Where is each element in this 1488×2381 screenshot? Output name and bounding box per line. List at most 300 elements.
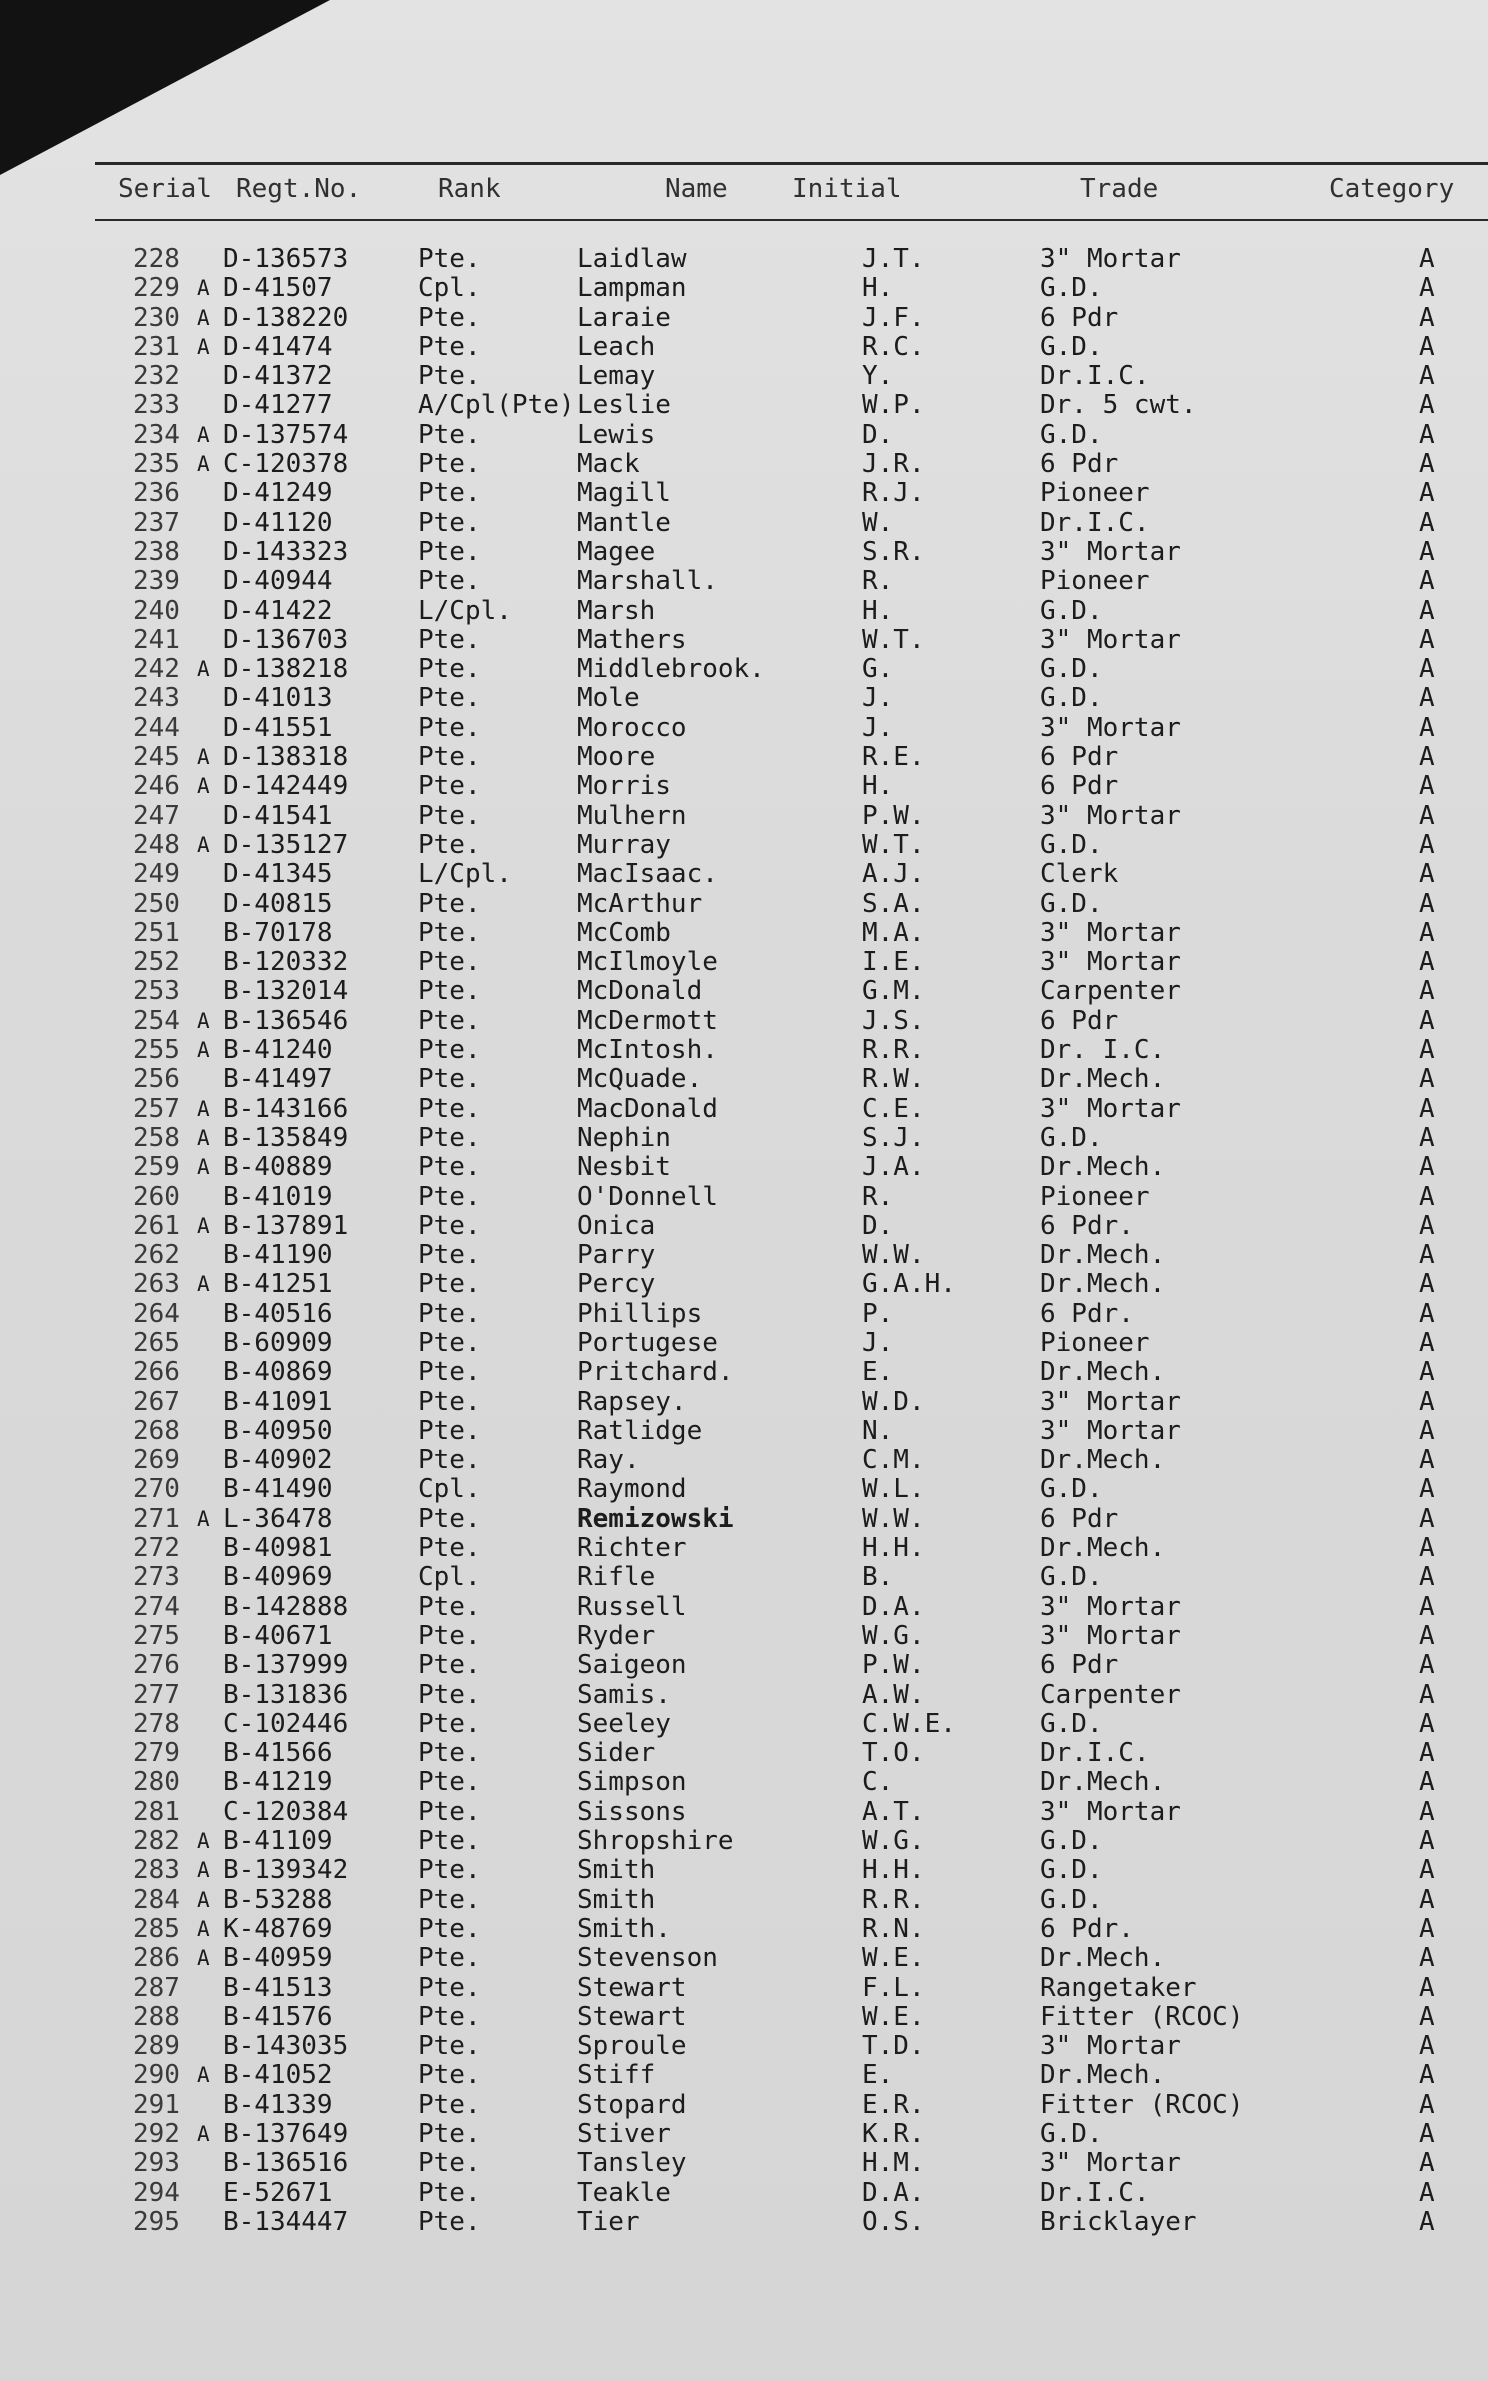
- serial-number: 287: [133, 1972, 180, 2003]
- category: A: [1419, 1093, 1435, 1124]
- table-row: [0, 1534, 1488, 1563]
- table-row: [0, 1710, 1488, 1739]
- category: A: [1419, 888, 1435, 919]
- serial-number: 284: [133, 1884, 180, 1915]
- trade: 3" Mortar: [1040, 1093, 1181, 1124]
- regt-number: B-41490: [223, 1474, 333, 1505]
- table-row: [0, 1622, 1488, 1651]
- table-row: [0, 655, 1488, 684]
- header-top-rule: [95, 162, 1488, 165]
- surname: Raymond: [577, 1474, 687, 1505]
- category: A: [1419, 1620, 1435, 1651]
- regt-number: D-41120: [223, 507, 333, 538]
- regt-number: C-120384: [223, 1796, 349, 1827]
- regt-number: B-41251: [223, 1269, 333, 1300]
- regt-number: B-41052: [223, 2060, 333, 2091]
- serial-number: 294: [133, 2177, 180, 2208]
- serial-number: 264: [133, 1298, 180, 1329]
- table-row: [0, 1856, 1488, 1885]
- surname: Sider: [577, 1738, 656, 1769]
- trade: Dr.Mech.: [1040, 1152, 1166, 1183]
- serial-number: 289: [133, 2031, 180, 2062]
- rank: Pte.: [418, 1708, 481, 1739]
- serial-number: 288: [133, 2001, 180, 2032]
- surname: Nesbit: [577, 1152, 671, 1183]
- serial-number: 255: [133, 1035, 180, 1066]
- regt-number: D-41277: [223, 390, 333, 421]
- initials: P.: [862, 1298, 894, 1329]
- category: A: [1419, 390, 1435, 421]
- rank: Pte.: [418, 1064, 481, 1095]
- surname: McIlmoyle: [577, 947, 718, 978]
- table-row: [0, 2003, 1488, 2032]
- category: A: [1419, 683, 1435, 714]
- table-row: [0, 1768, 1488, 1797]
- surname: Stevenson: [577, 1943, 718, 1974]
- regt-number: D-143323: [223, 536, 349, 567]
- initials: J.R.: [862, 449, 925, 480]
- trade: G.D.: [1040, 1122, 1103, 1153]
- initials: J.A.: [862, 1152, 925, 1183]
- category: A: [1419, 2001, 1435, 2032]
- serial-number: 290: [133, 2060, 180, 2091]
- surname: Percy: [577, 1269, 656, 1300]
- serial-number: 247: [133, 800, 180, 831]
- regt-number: B-40902: [223, 1445, 333, 1476]
- initials: W.L.: [862, 1474, 925, 1505]
- table-row: [0, 333, 1488, 362]
- category: A: [1419, 947, 1435, 978]
- trade: 3" Mortar: [1040, 1386, 1181, 1417]
- table-row: [0, 1563, 1488, 1592]
- category: A: [1419, 1035, 1435, 1066]
- trade: G.D.: [1040, 1884, 1103, 1915]
- regt-number: D-138218: [223, 654, 349, 685]
- category: A: [1419, 2060, 1435, 2091]
- surname: Tier: [577, 2206, 640, 2237]
- serial-number: 273: [133, 1562, 180, 1593]
- category: A: [1419, 654, 1435, 685]
- table-row: [0, 1505, 1488, 1534]
- rank: Pte.: [418, 1591, 481, 1622]
- table-row: [0, 1798, 1488, 1827]
- rank: Pte.: [418, 2001, 481, 2032]
- category: A: [1419, 976, 1435, 1007]
- trade: G.D.: [1040, 654, 1103, 685]
- table-row: [0, 1388, 1488, 1417]
- trade: 6 Pdr.: [1040, 1913, 1134, 1944]
- rank: Pte.: [418, 947, 481, 978]
- rank: Pte.: [418, 1210, 481, 1241]
- regt-number: B-120332: [223, 947, 349, 978]
- serial-number: 249: [133, 859, 180, 890]
- table-row: [0, 1270, 1488, 1299]
- table-row: [0, 1007, 1488, 1036]
- table-row: [0, 2149, 1488, 2178]
- surname: Mathers: [577, 624, 687, 655]
- regt-number: B-137649: [223, 2119, 349, 2149]
- regt-number: B-40889: [223, 1152, 333, 1183]
- category-marginal-mark: A: [197, 305, 210, 330]
- table-row: [0, 802, 1488, 831]
- rank: Pte.: [418, 2119, 481, 2149]
- surname: Stiff: [577, 2060, 656, 2091]
- table-row: [0, 1065, 1488, 1094]
- category: A: [1419, 771, 1435, 802]
- category: A: [1419, 1767, 1435, 1798]
- regt-number: B-40869: [223, 1357, 333, 1388]
- trade: 3" Mortar: [1040, 1591, 1181, 1622]
- initials: W.T.: [862, 624, 925, 655]
- table-row: [0, 1974, 1488, 2003]
- surname: Smith: [577, 1884, 656, 1915]
- rank: Pte.: [418, 1913, 481, 1944]
- table-row: [0, 890, 1488, 919]
- regt-number: B-40950: [223, 1415, 333, 1446]
- surname: Teakle: [577, 2177, 671, 2208]
- trade: Rangetaker: [1040, 1972, 1197, 2003]
- initials: W.D.: [862, 1386, 925, 1417]
- category-marginal-mark: A: [197, 1506, 210, 1531]
- table-row: [0, 2091, 1488, 2120]
- serial-number: 253: [133, 976, 180, 1007]
- rank: Cpl.: [418, 273, 481, 304]
- surname: Lampman: [577, 273, 687, 304]
- surname: Onica: [577, 1210, 656, 1241]
- rank: Pte.: [418, 1884, 481, 1915]
- rank: Pte.: [418, 507, 481, 538]
- category: A: [1419, 1943, 1435, 1974]
- category-marginal-mark: A: [197, 1213, 210, 1238]
- surname: Marsh: [577, 595, 656, 626]
- serial-number: 263: [133, 1269, 180, 1300]
- trade: G.D.: [1040, 331, 1103, 362]
- category: A: [1419, 1386, 1435, 1417]
- category: A: [1419, 1913, 1435, 1944]
- category: A: [1419, 2148, 1435, 2179]
- regt-number: B-41566: [223, 1738, 333, 1769]
- header-name: Name: [665, 174, 728, 204]
- category: A: [1419, 1650, 1435, 1681]
- rank: Pte.: [418, 1767, 481, 1798]
- category: A: [1419, 2089, 1435, 2120]
- category: A: [1419, 712, 1435, 743]
- initials: R.R.: [862, 1035, 925, 1066]
- surname: Stewart: [577, 1972, 687, 2003]
- category-marginal-mark: A: [197, 1829, 210, 1854]
- serial-number: 243: [133, 683, 180, 714]
- trade: Dr.Mech.: [1040, 1357, 1166, 1388]
- regt-number: B-41190: [223, 1240, 333, 1271]
- initials: E.: [862, 2060, 894, 2091]
- table-row: [0, 2208, 1488, 2237]
- serial-number: 280: [133, 1767, 180, 1798]
- regt-number: L-36478: [223, 1503, 333, 1534]
- surname: Rapsey.: [577, 1386, 687, 1417]
- initials: F.L.: [862, 1972, 925, 2003]
- trade: Dr.Mech.: [1040, 1269, 1166, 1300]
- serial-number: 232: [133, 361, 180, 392]
- serial-number: 260: [133, 1181, 180, 1212]
- trade: G.D.: [1040, 888, 1103, 919]
- initials: W.G.: [862, 1620, 925, 1651]
- table-row: [0, 1681, 1488, 1710]
- category: A: [1419, 2031, 1435, 2062]
- serial-number: 237: [133, 507, 180, 538]
- surname: Smith: [577, 1855, 656, 1886]
- surname: Murray: [577, 829, 671, 860]
- table-row: [0, 1944, 1488, 1973]
- serial-number: 256: [133, 1064, 180, 1095]
- regt-number: D-41372: [223, 361, 333, 392]
- table-row: [0, 391, 1488, 420]
- surname: Magee: [577, 536, 656, 567]
- initials: S.R.: [862, 536, 925, 567]
- trade: Clerk: [1040, 859, 1119, 890]
- initials: H.: [862, 595, 894, 626]
- table-row: [0, 977, 1488, 1006]
- trade: 6 Pdr.: [1040, 1210, 1134, 1241]
- serial-number: 235: [133, 449, 180, 480]
- category: A: [1419, 1269, 1435, 1300]
- regt-number: B-40671: [223, 1620, 333, 1651]
- initials: W.W.: [862, 1503, 925, 1534]
- rank: Pte.: [418, 654, 481, 685]
- trade: Pioneer: [1040, 1327, 1150, 1358]
- initials: W.G.: [862, 1826, 925, 1857]
- regt-number: D-41345: [223, 859, 333, 890]
- regt-number: D-136573: [223, 244, 349, 274]
- initials: C.W.E.: [862, 1708, 956, 1739]
- table-row: [0, 2061, 1488, 2090]
- surname: Nephin: [577, 1122, 671, 1153]
- surname: Stiver: [577, 2119, 671, 2149]
- rank: Pte.: [418, 1298, 481, 1329]
- category: A: [1419, 331, 1435, 362]
- category: A: [1419, 829, 1435, 860]
- trade: Dr.Mech.: [1040, 1943, 1166, 1974]
- rank: Pte.: [418, 566, 481, 597]
- table-row: [0, 538, 1488, 567]
- serial-number: 277: [133, 1679, 180, 1710]
- serial-number: 259: [133, 1152, 180, 1183]
- serial-number: 257: [133, 1093, 180, 1124]
- regt-number: B-41019: [223, 1181, 333, 1212]
- category-marginal-mark: A: [197, 774, 210, 799]
- rank: Pte.: [418, 1415, 481, 1446]
- category: A: [1419, 742, 1435, 773]
- trade: G.D.: [1040, 1474, 1103, 1505]
- rank: Pte.: [418, 1503, 481, 1534]
- surname: Middlebrook.: [577, 654, 765, 685]
- table-row: [0, 1417, 1488, 1446]
- initials: R.C.: [862, 331, 925, 362]
- surname: Ray.: [577, 1445, 640, 1476]
- trade: Carpenter: [1040, 1679, 1181, 1710]
- surname: Russell: [577, 1591, 687, 1622]
- serial-number: 234: [133, 419, 180, 450]
- initials: R.E.: [862, 742, 925, 773]
- trade: 3" Mortar: [1040, 917, 1181, 948]
- rank: Pte.: [418, 800, 481, 831]
- initials: S.J.: [862, 1122, 925, 1153]
- rank: Pte.: [418, 1240, 481, 1271]
- rank: A/Cpl(Pte): [418, 390, 575, 421]
- trade: 3" Mortar: [1040, 1415, 1181, 1446]
- surname: McArthur: [577, 888, 703, 919]
- serial-number: 262: [133, 1240, 180, 1271]
- regt-number: K-48769: [223, 1913, 333, 1944]
- trade: 6 Pdr: [1040, 1650, 1119, 1681]
- initials: S.A.: [862, 888, 925, 919]
- surname: Simpson: [577, 1767, 687, 1798]
- initials: G.M.: [862, 976, 925, 1007]
- initials: A.W.: [862, 1679, 925, 1710]
- trade: G.D.: [1040, 683, 1103, 714]
- trade: Dr.Mech.: [1040, 1064, 1166, 1095]
- table-row: [0, 948, 1488, 977]
- initials: T.O.: [862, 1738, 925, 1769]
- regt-number: D-135127: [223, 829, 349, 860]
- category-marginal-mark: A: [197, 1916, 210, 1941]
- regt-number: D-136703: [223, 624, 349, 655]
- nominal-roll-table: [0, 245, 1488, 2237]
- table-row: [0, 1212, 1488, 1241]
- serial-number: 230: [133, 302, 180, 333]
- surname: Moore: [577, 742, 656, 773]
- category: A: [1419, 2206, 1435, 2237]
- table-row: [0, 1446, 1488, 1475]
- surname: McDermott: [577, 1005, 718, 1036]
- regt-number: B-60909: [223, 1327, 333, 1358]
- surname: Tansley: [577, 2148, 687, 2179]
- rank: Pte.: [418, 742, 481, 773]
- header-trade: Trade: [1080, 174, 1159, 204]
- initials: Y.: [862, 361, 894, 392]
- serial-number: 258: [133, 1122, 180, 1153]
- regt-number: D-40815: [223, 888, 333, 919]
- rank: Pte.: [418, 829, 481, 860]
- trade: G.D.: [1040, 2119, 1103, 2149]
- serial-number: 241: [133, 624, 180, 655]
- serial-number: 275: [133, 1620, 180, 1651]
- category: A: [1419, 1826, 1435, 1857]
- initials: H.M.: [862, 2148, 925, 2179]
- rank: Pte.: [418, 419, 481, 450]
- serial-number: 266: [133, 1357, 180, 1388]
- initials: P.W.: [862, 800, 925, 831]
- table-row: [0, 245, 1488, 274]
- category: A: [1419, 1591, 1435, 1622]
- regt-number: B-142888: [223, 1591, 349, 1622]
- regt-number: B-139342: [223, 1855, 349, 1886]
- rank: Pte.: [418, 2206, 481, 2237]
- surname: Stopard: [577, 2089, 687, 2120]
- category: A: [1419, 859, 1435, 890]
- table-row: [0, 714, 1488, 743]
- trade: 3" Mortar: [1040, 712, 1181, 743]
- category-marginal-mark: A: [197, 1096, 210, 1121]
- regt-number: B-40959: [223, 1943, 333, 1974]
- rank: L/Cpl.: [418, 595, 512, 626]
- rank: Pte.: [418, 2148, 481, 2179]
- initials: K.R.: [862, 2119, 925, 2149]
- initials: W.E.: [862, 1943, 925, 1974]
- table-row: [0, 274, 1488, 303]
- regt-number: B-137999: [223, 1650, 349, 1681]
- initials: J.: [862, 683, 894, 714]
- trade: G.D.: [1040, 1708, 1103, 1739]
- initials: C.M.: [862, 1445, 925, 1476]
- initials: D.: [862, 1210, 894, 1241]
- category-marginal-mark: A: [197, 1946, 210, 1971]
- rank: Pte.: [418, 976, 481, 1007]
- table-row: [0, 919, 1488, 948]
- surname: McQuade.: [577, 1064, 703, 1095]
- table-row: [0, 772, 1488, 801]
- category: A: [1419, 1474, 1435, 1505]
- table-row: [0, 509, 1488, 538]
- regt-number: B-41109: [223, 1826, 333, 1857]
- surname: Sissons: [577, 1796, 687, 1827]
- regt-number: B-40516: [223, 1298, 333, 1329]
- trade: Dr.I.C.: [1040, 1738, 1150, 1769]
- serial-number: 269: [133, 1445, 180, 1476]
- surname: Pritchard.: [577, 1357, 734, 1388]
- initials: J.S.: [862, 1005, 925, 1036]
- table-row: [0, 831, 1488, 860]
- initials: A.J.: [862, 859, 925, 890]
- surname: Laidlaw: [577, 244, 687, 274]
- trade: 3" Mortar: [1040, 2148, 1181, 2179]
- category-marginal-mark: A: [197, 745, 210, 770]
- category: A: [1419, 419, 1435, 450]
- rank: Pte.: [418, 683, 481, 714]
- header-initial: Initial: [792, 174, 902, 204]
- category: A: [1419, 244, 1435, 274]
- surname: Shropshire: [577, 1826, 734, 1857]
- serial-number: 271: [133, 1503, 180, 1534]
- surname: Remizowski: [577, 1503, 734, 1534]
- surname: Marshall.: [577, 566, 718, 597]
- rank: Pte.: [418, 1738, 481, 1769]
- rank: Pte.: [418, 2089, 481, 2120]
- category: A: [1419, 1884, 1435, 1915]
- trade: Pioneer: [1040, 478, 1150, 509]
- initials: J.T.: [862, 244, 925, 274]
- trade: Dr.Mech.: [1040, 2060, 1166, 2091]
- trade: Pioneer: [1040, 566, 1150, 597]
- rank: Pte.: [418, 624, 481, 655]
- category: A: [1419, 1445, 1435, 1476]
- category-marginal-mark: A: [197, 1272, 210, 1297]
- table-row: [0, 567, 1488, 596]
- table-row: [0, 1593, 1488, 1622]
- category: A: [1419, 1708, 1435, 1739]
- surname: Morris: [577, 771, 671, 802]
- surname: Rifle: [577, 1562, 656, 1593]
- trade: Dr.I.C.: [1040, 2177, 1150, 2208]
- serial-number: 291: [133, 2089, 180, 2120]
- rank: Pte.: [418, 1650, 481, 1681]
- regt-number: D-40944: [223, 566, 333, 597]
- category-marginal-mark: A: [197, 657, 210, 682]
- header-category: Category: [1329, 174, 1455, 204]
- trade: G.D.: [1040, 419, 1103, 450]
- serial-number: 278: [133, 1708, 180, 1739]
- initials: R.R.: [862, 1884, 925, 1915]
- rank: Pte.: [418, 1152, 481, 1183]
